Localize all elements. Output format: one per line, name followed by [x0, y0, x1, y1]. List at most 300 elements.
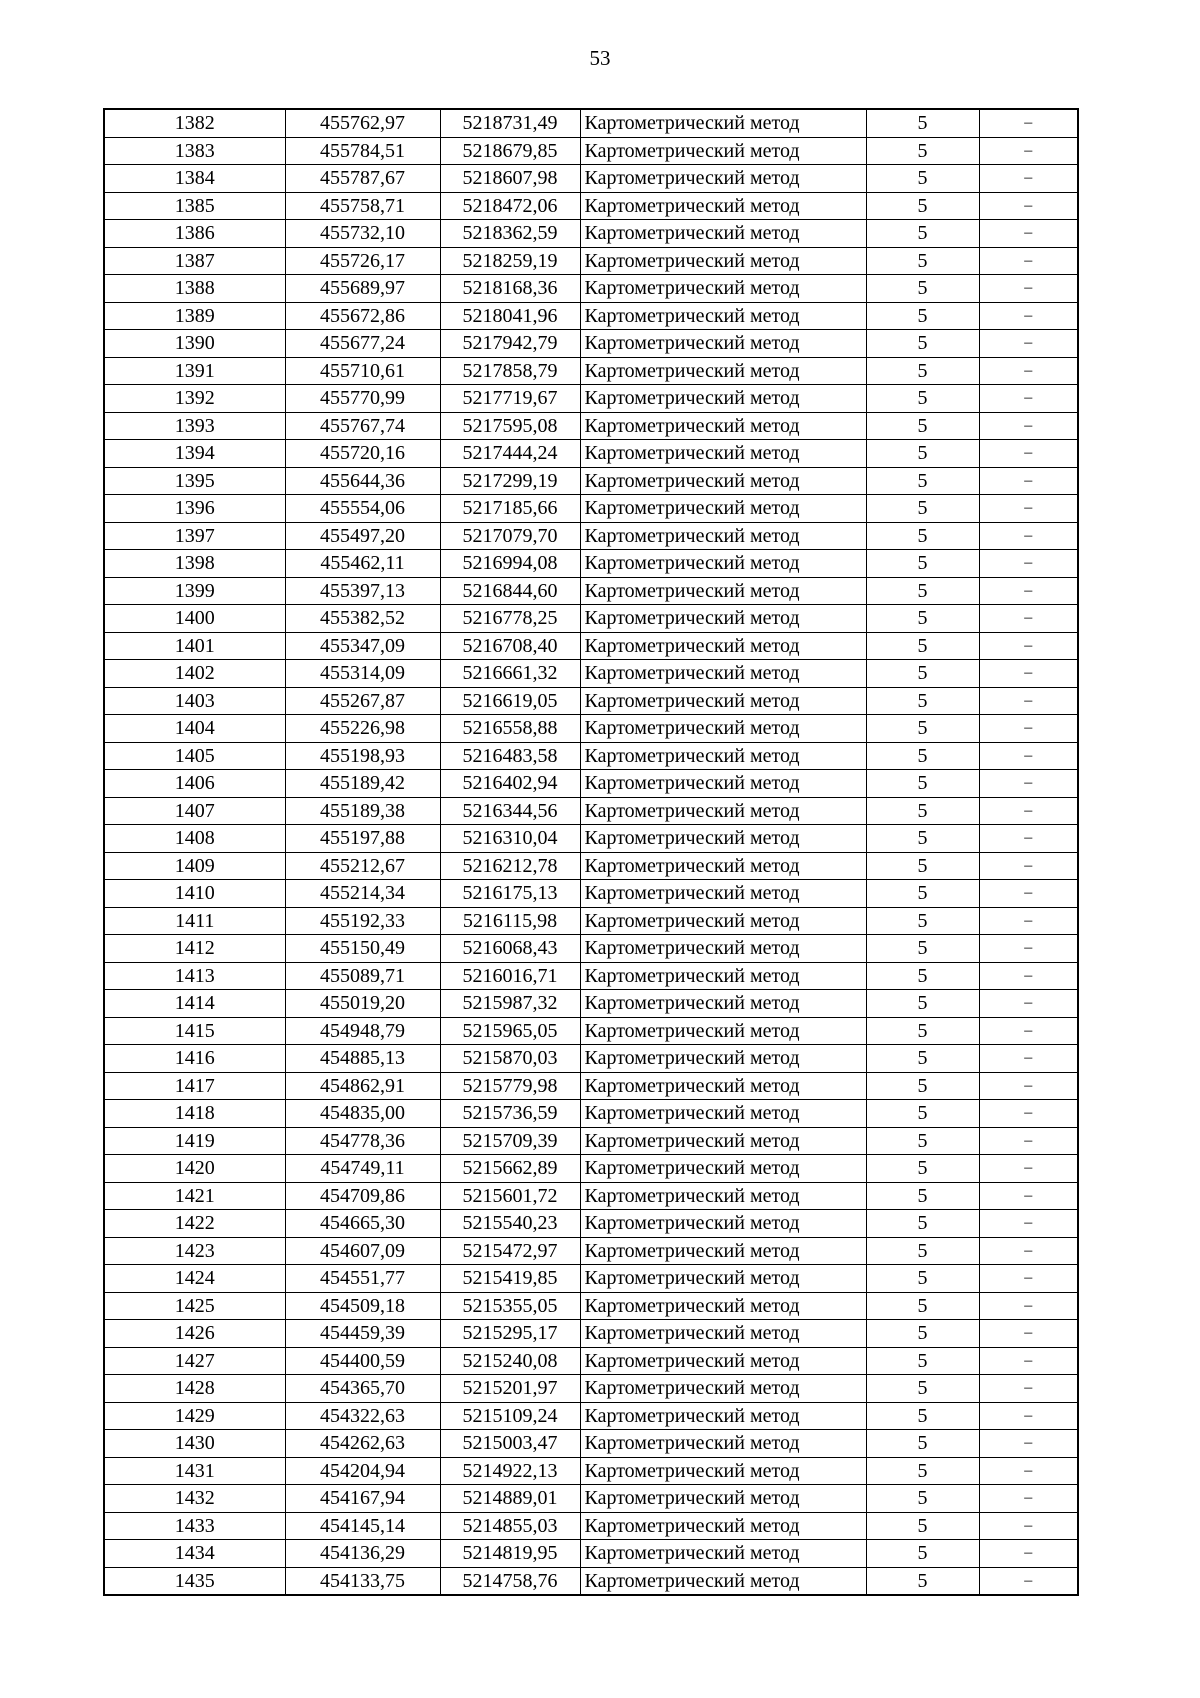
note-cell: –: [979, 770, 1078, 798]
table-row: [104, 1210, 1078, 1238]
accuracy-cell: 5: [866, 1182, 979, 1210]
y-coordinate-cell: 5215779,98: [440, 1072, 580, 1100]
x-coordinate-cell: 455787,67: [285, 165, 440, 193]
point-number-cell: 1409: [104, 852, 285, 880]
note-cell: –: [979, 1567, 1078, 1595]
method-cell: Картометрический метод: [580, 1540, 866, 1568]
method-cell: Картометрический метод: [580, 907, 866, 935]
method-cell: Картометрический метод: [580, 1182, 866, 1210]
method-cell: Картометрический метод: [580, 1210, 866, 1238]
method-cell: Картометрический метод: [580, 742, 866, 770]
table-row: [104, 687, 1078, 715]
point-number-cell: 1386: [104, 220, 285, 248]
table-row: [104, 495, 1078, 523]
point-number-cell: 1394: [104, 440, 285, 468]
y-coordinate-cell: 5215240,08: [440, 1347, 580, 1375]
method-cell: Картометрический метод: [580, 467, 866, 495]
x-coordinate-cell: 455732,10: [285, 220, 440, 248]
point-number-cell: 1388: [104, 275, 285, 303]
method-cell: Картометрический метод: [580, 770, 866, 798]
accuracy-cell: 5: [866, 1512, 979, 1540]
note-cell: –: [979, 1017, 1078, 1045]
note-cell: –: [979, 385, 1078, 413]
table-row: [104, 577, 1078, 605]
method-cell: Картометрический метод: [580, 1347, 866, 1375]
note-cell: –: [979, 797, 1078, 825]
point-number-cell: 1407: [104, 797, 285, 825]
table-row: [104, 522, 1078, 550]
accuracy-cell: 5: [866, 1072, 979, 1100]
y-coordinate-cell: 5216068,43: [440, 935, 580, 963]
table-row: [104, 137, 1078, 165]
accuracy-cell: 5: [866, 412, 979, 440]
table-row: [104, 1457, 1078, 1485]
y-coordinate-cell: 5216175,13: [440, 880, 580, 908]
point-number-cell: 1406: [104, 770, 285, 798]
x-coordinate-cell: 454835,00: [285, 1100, 440, 1128]
note-cell: –: [979, 1045, 1078, 1073]
accuracy-cell: 5: [866, 660, 979, 688]
table-row: [104, 275, 1078, 303]
x-coordinate-cell: 454551,77: [285, 1265, 440, 1293]
method-cell: Картометрический метод: [580, 137, 866, 165]
note-cell: –: [979, 605, 1078, 633]
point-number-cell: 1414: [104, 990, 285, 1018]
note-cell: –: [979, 109, 1078, 137]
accuracy-cell: 5: [866, 990, 979, 1018]
note-cell: –: [979, 1540, 1078, 1568]
method-cell: Картометрический метод: [580, 165, 866, 193]
note-cell: –: [979, 632, 1078, 660]
x-coordinate-cell: 455720,16: [285, 440, 440, 468]
x-coordinate-cell: 455767,74: [285, 412, 440, 440]
accuracy-cell: 5: [866, 825, 979, 853]
point-number-cell: 1424: [104, 1265, 285, 1293]
accuracy-cell: 5: [866, 1375, 979, 1403]
y-coordinate-cell: 5218731,49: [440, 109, 580, 137]
method-cell: Картометрический метод: [580, 522, 866, 550]
accuracy-cell: 5: [866, 880, 979, 908]
note-cell: –: [979, 962, 1078, 990]
note-cell: –: [979, 1182, 1078, 1210]
method-cell: Картометрический метод: [580, 1430, 866, 1458]
note-cell: –: [979, 880, 1078, 908]
accuracy-cell: 5: [866, 1457, 979, 1485]
y-coordinate-cell: 5217595,08: [440, 412, 580, 440]
accuracy-cell: 5: [866, 1100, 979, 1128]
accuracy-cell: 5: [866, 770, 979, 798]
point-number-cell: 1389: [104, 302, 285, 330]
table-row: [104, 1320, 1078, 1348]
point-number-cell: 1385: [104, 192, 285, 220]
y-coordinate-cell: 5215662,89: [440, 1155, 580, 1183]
accuracy-cell: 5: [866, 1347, 979, 1375]
method-cell: Картометрический метод: [580, 1402, 866, 1430]
x-coordinate-cell: 454749,11: [285, 1155, 440, 1183]
note-cell: –: [979, 577, 1078, 605]
y-coordinate-cell: 5214855,03: [440, 1512, 580, 1540]
x-coordinate-cell: 454885,13: [285, 1045, 440, 1073]
x-coordinate-cell: 454509,18: [285, 1292, 440, 1320]
x-coordinate-cell: 455314,09: [285, 660, 440, 688]
x-coordinate-cell: 454778,36: [285, 1127, 440, 1155]
point-number-cell: 1403: [104, 687, 285, 715]
point-number-cell: 1395: [104, 467, 285, 495]
note-cell: –: [979, 687, 1078, 715]
note-cell: –: [979, 467, 1078, 495]
table-row: [104, 1402, 1078, 1430]
method-cell: Картометрический метод: [580, 385, 866, 413]
table-row: [104, 192, 1078, 220]
method-cell: Картометрический метод: [580, 220, 866, 248]
method-cell: Картометрический метод: [580, 1512, 866, 1540]
point-number-cell: 1412: [104, 935, 285, 963]
method-cell: Картометрический метод: [580, 1320, 866, 1348]
note-cell: –: [979, 330, 1078, 358]
table-row: [104, 109, 1078, 137]
x-coordinate-cell: 455554,06: [285, 495, 440, 523]
coordinates-table: [103, 108, 1079, 1596]
method-cell: Картометрический метод: [580, 1072, 866, 1100]
y-coordinate-cell: 5216016,71: [440, 962, 580, 990]
y-coordinate-cell: 5218607,98: [440, 165, 580, 193]
accuracy-cell: 5: [866, 1017, 979, 1045]
note-cell: –: [979, 1100, 1078, 1128]
accuracy-cell: 5: [866, 1402, 979, 1430]
point-number-cell: 1391: [104, 357, 285, 385]
y-coordinate-cell: 5217719,67: [440, 385, 580, 413]
table-row: [104, 1155, 1078, 1183]
accuracy-cell: 5: [866, 907, 979, 935]
point-number-cell: 1433: [104, 1512, 285, 1540]
accuracy-cell: 5: [866, 109, 979, 137]
y-coordinate-cell: 5216483,58: [440, 742, 580, 770]
method-cell: Картометрический метод: [580, 687, 866, 715]
point-number-cell: 1416: [104, 1045, 285, 1073]
y-coordinate-cell: 5217858,79: [440, 357, 580, 385]
y-coordinate-cell: 5218041,96: [440, 302, 580, 330]
table-row: [104, 165, 1078, 193]
method-cell: Картометрический метод: [580, 1045, 866, 1073]
note-cell: –: [979, 715, 1078, 743]
method-cell: Картометрический метод: [580, 1457, 866, 1485]
point-number-cell: 1384: [104, 165, 285, 193]
point-number-cell: 1408: [104, 825, 285, 853]
table-row: [104, 385, 1078, 413]
note-cell: –: [979, 1127, 1078, 1155]
x-coordinate-cell: 455462,11: [285, 550, 440, 578]
x-coordinate-cell: 454167,94: [285, 1485, 440, 1513]
x-coordinate-cell: 455497,20: [285, 522, 440, 550]
method-cell: Картометрический метод: [580, 880, 866, 908]
method-cell: Картометрический метод: [580, 1127, 866, 1155]
accuracy-cell: 5: [866, 192, 979, 220]
x-coordinate-cell: 455762,97: [285, 109, 440, 137]
note-cell: –: [979, 1265, 1078, 1293]
table-row: [104, 220, 1078, 248]
table-row: [104, 1265, 1078, 1293]
table-row: [104, 1100, 1078, 1128]
y-coordinate-cell: 5216778,25: [440, 605, 580, 633]
note-cell: –: [979, 935, 1078, 963]
y-coordinate-cell: 5218679,85: [440, 137, 580, 165]
y-coordinate-cell: 5218168,36: [440, 275, 580, 303]
y-coordinate-cell: 5216558,88: [440, 715, 580, 743]
point-number-cell: 1399: [104, 577, 285, 605]
note-cell: –: [979, 1292, 1078, 1320]
point-number-cell: 1427: [104, 1347, 285, 1375]
x-coordinate-cell: 454459,39: [285, 1320, 440, 1348]
y-coordinate-cell: 5214819,95: [440, 1540, 580, 1568]
accuracy-cell: 5: [866, 605, 979, 633]
note-cell: –: [979, 1072, 1078, 1100]
method-cell: Картометрический метод: [580, 1237, 866, 1265]
y-coordinate-cell: 5216402,94: [440, 770, 580, 798]
y-coordinate-cell: 5215003,47: [440, 1430, 580, 1458]
accuracy-cell: 5: [866, 330, 979, 358]
x-coordinate-cell: 455198,93: [285, 742, 440, 770]
note-cell: –: [979, 1375, 1078, 1403]
method-cell: Картометрический метод: [580, 605, 866, 633]
table-row: [104, 660, 1078, 688]
note-cell: –: [979, 1485, 1078, 1513]
table-row: [104, 632, 1078, 660]
accuracy-cell: 5: [866, 440, 979, 468]
accuracy-cell: 5: [866, 275, 979, 303]
x-coordinate-cell: 454607,09: [285, 1237, 440, 1265]
point-number-cell: 1431: [104, 1457, 285, 1485]
method-cell: Картометрический метод: [580, 192, 866, 220]
note-cell: –: [979, 495, 1078, 523]
table-row: [104, 550, 1078, 578]
method-cell: Картометрический метод: [580, 275, 866, 303]
y-coordinate-cell: 5217079,70: [440, 522, 580, 550]
table-row: [104, 357, 1078, 385]
table-row: [104, 907, 1078, 935]
x-coordinate-cell: 454665,30: [285, 1210, 440, 1238]
table-row: [104, 330, 1078, 358]
table-row: [104, 1017, 1078, 1045]
method-cell: Картометрический метод: [580, 1017, 866, 1045]
method-cell: Картометрический метод: [580, 330, 866, 358]
accuracy-cell: 5: [866, 550, 979, 578]
point-number-cell: 1434: [104, 1540, 285, 1568]
accuracy-cell: 5: [866, 137, 979, 165]
note-cell: –: [979, 825, 1078, 853]
y-coordinate-cell: 5215201,97: [440, 1375, 580, 1403]
note-cell: –: [979, 1402, 1078, 1430]
x-coordinate-cell: 455214,34: [285, 880, 440, 908]
y-coordinate-cell: 5218472,06: [440, 192, 580, 220]
accuracy-cell: 5: [866, 797, 979, 825]
table-row: [104, 1485, 1078, 1513]
table-row: [104, 880, 1078, 908]
accuracy-cell: 5: [866, 220, 979, 248]
table-row: [104, 962, 1078, 990]
accuracy-cell: 5: [866, 852, 979, 880]
point-number-cell: 1405: [104, 742, 285, 770]
y-coordinate-cell: 5214922,13: [440, 1457, 580, 1485]
method-cell: Картометрический метод: [580, 550, 866, 578]
y-coordinate-cell: 5215736,59: [440, 1100, 580, 1128]
point-number-cell: 1435: [104, 1567, 285, 1595]
y-coordinate-cell: 5216212,78: [440, 852, 580, 880]
point-number-cell: 1426: [104, 1320, 285, 1348]
note-cell: –: [979, 550, 1078, 578]
method-cell: Картометрический метод: [580, 440, 866, 468]
y-coordinate-cell: 5216344,56: [440, 797, 580, 825]
y-coordinate-cell: 5215419,85: [440, 1265, 580, 1293]
table-row: [104, 1375, 1078, 1403]
y-coordinate-cell: 5217185,66: [440, 495, 580, 523]
note-cell: –: [979, 137, 1078, 165]
table-row: [104, 247, 1078, 275]
x-coordinate-cell: 455267,87: [285, 687, 440, 715]
point-number-cell: 1404: [104, 715, 285, 743]
table-row: [104, 990, 1078, 1018]
x-coordinate-cell: 455089,71: [285, 962, 440, 990]
accuracy-cell: 5: [866, 1485, 979, 1513]
y-coordinate-cell: 5217299,19: [440, 467, 580, 495]
y-coordinate-cell: 5216844,60: [440, 577, 580, 605]
x-coordinate-cell: 455644,36: [285, 467, 440, 495]
x-coordinate-cell: 454862,91: [285, 1072, 440, 1100]
table-row: [104, 770, 1078, 798]
note-cell: –: [979, 1457, 1078, 1485]
method-cell: Картометрический метод: [580, 797, 866, 825]
note-cell: –: [979, 1237, 1078, 1265]
accuracy-cell: 5: [866, 1430, 979, 1458]
note-cell: –: [979, 357, 1078, 385]
accuracy-cell: 5: [866, 632, 979, 660]
note-cell: –: [979, 275, 1078, 303]
table-row: [104, 1292, 1078, 1320]
note-cell: –: [979, 1210, 1078, 1238]
x-coordinate-cell: 455226,98: [285, 715, 440, 743]
table-row: [104, 467, 1078, 495]
y-coordinate-cell: 5215965,05: [440, 1017, 580, 1045]
x-coordinate-cell: 455770,99: [285, 385, 440, 413]
method-cell: Картометрический метод: [580, 357, 866, 385]
table-row: [104, 1567, 1078, 1595]
table-row: [104, 1512, 1078, 1540]
y-coordinate-cell: 5215472,97: [440, 1237, 580, 1265]
method-cell: Картометрический метод: [580, 632, 866, 660]
y-coordinate-cell: 5218259,19: [440, 247, 580, 275]
point-number-cell: 1430: [104, 1430, 285, 1458]
accuracy-cell: 5: [866, 357, 979, 385]
y-coordinate-cell: 5216310,04: [440, 825, 580, 853]
method-cell: Картометрический метод: [580, 1100, 866, 1128]
point-number-cell: 1422: [104, 1210, 285, 1238]
y-coordinate-cell: 5215540,23: [440, 1210, 580, 1238]
point-number-cell: 1411: [104, 907, 285, 935]
table-row: [104, 1237, 1078, 1265]
note-cell: –: [979, 1430, 1078, 1458]
accuracy-cell: 5: [866, 467, 979, 495]
page-number: 53: [589, 46, 611, 70]
note-cell: –: [979, 1155, 1078, 1183]
accuracy-cell: 5: [866, 385, 979, 413]
y-coordinate-cell: 5215601,72: [440, 1182, 580, 1210]
note-cell: –: [979, 220, 1078, 248]
x-coordinate-cell: 454400,59: [285, 1347, 440, 1375]
accuracy-cell: 5: [866, 1567, 979, 1595]
x-coordinate-cell: 455347,09: [285, 632, 440, 660]
accuracy-cell: 5: [866, 1265, 979, 1293]
point-number-cell: 1396: [104, 495, 285, 523]
point-number-cell: 1400: [104, 605, 285, 633]
note-cell: –: [979, 247, 1078, 275]
note-cell: –: [979, 440, 1078, 468]
accuracy-cell: 5: [866, 1210, 979, 1238]
method-cell: Картометрический метод: [580, 1485, 866, 1513]
x-coordinate-cell: 455397,13: [285, 577, 440, 605]
method-cell: Картометрический метод: [580, 935, 866, 963]
x-coordinate-cell: 455382,52: [285, 605, 440, 633]
method-cell: Картометрический метод: [580, 495, 866, 523]
accuracy-cell: 5: [866, 687, 979, 715]
method-cell: Картометрический метод: [580, 825, 866, 853]
point-number-cell: 1415: [104, 1017, 285, 1045]
point-number-cell: 1417: [104, 1072, 285, 1100]
accuracy-cell: 5: [866, 1155, 979, 1183]
note-cell: –: [979, 1347, 1078, 1375]
note-cell: –: [979, 522, 1078, 550]
method-cell: Картометрический метод: [580, 962, 866, 990]
x-coordinate-cell: 455672,86: [285, 302, 440, 330]
x-coordinate-cell: 455710,61: [285, 357, 440, 385]
accuracy-cell: 5: [866, 1540, 979, 1568]
table-row: [104, 825, 1078, 853]
table-row: [104, 935, 1078, 963]
x-coordinate-cell: 455019,20: [285, 990, 440, 1018]
x-coordinate-cell: 454709,86: [285, 1182, 440, 1210]
method-cell: Картометрический метод: [580, 990, 866, 1018]
note-cell: –: [979, 1512, 1078, 1540]
accuracy-cell: 5: [866, 165, 979, 193]
method-cell: Картометрический метод: [580, 1155, 866, 1183]
y-coordinate-cell: 5215709,39: [440, 1127, 580, 1155]
y-coordinate-cell: 5214758,76: [440, 1567, 580, 1595]
table-row: [104, 1347, 1078, 1375]
table-row: [104, 1072, 1078, 1100]
note-cell: –: [979, 302, 1078, 330]
table-row: [104, 1045, 1078, 1073]
note-cell: –: [979, 660, 1078, 688]
accuracy-cell: 5: [866, 742, 979, 770]
x-coordinate-cell: 454204,94: [285, 1457, 440, 1485]
method-cell: Картометрический метод: [580, 412, 866, 440]
point-number-cell: 1429: [104, 1402, 285, 1430]
point-number-cell: 1413: [104, 962, 285, 990]
x-coordinate-cell: 455677,24: [285, 330, 440, 358]
accuracy-cell: 5: [866, 522, 979, 550]
y-coordinate-cell: 5216994,08: [440, 550, 580, 578]
point-number-cell: 1425: [104, 1292, 285, 1320]
table-row: [104, 715, 1078, 743]
x-coordinate-cell: 454322,63: [285, 1402, 440, 1430]
y-coordinate-cell: 5218362,59: [440, 220, 580, 248]
point-number-cell: 1418: [104, 1100, 285, 1128]
y-coordinate-cell: 5217444,24: [440, 440, 580, 468]
note-cell: –: [979, 990, 1078, 1018]
point-number-cell: 1420: [104, 1155, 285, 1183]
method-cell: Картометрический метод: [580, 302, 866, 330]
point-number-cell: 1392: [104, 385, 285, 413]
y-coordinate-cell: 5215870,03: [440, 1045, 580, 1073]
y-coordinate-cell: 5215295,17: [440, 1320, 580, 1348]
